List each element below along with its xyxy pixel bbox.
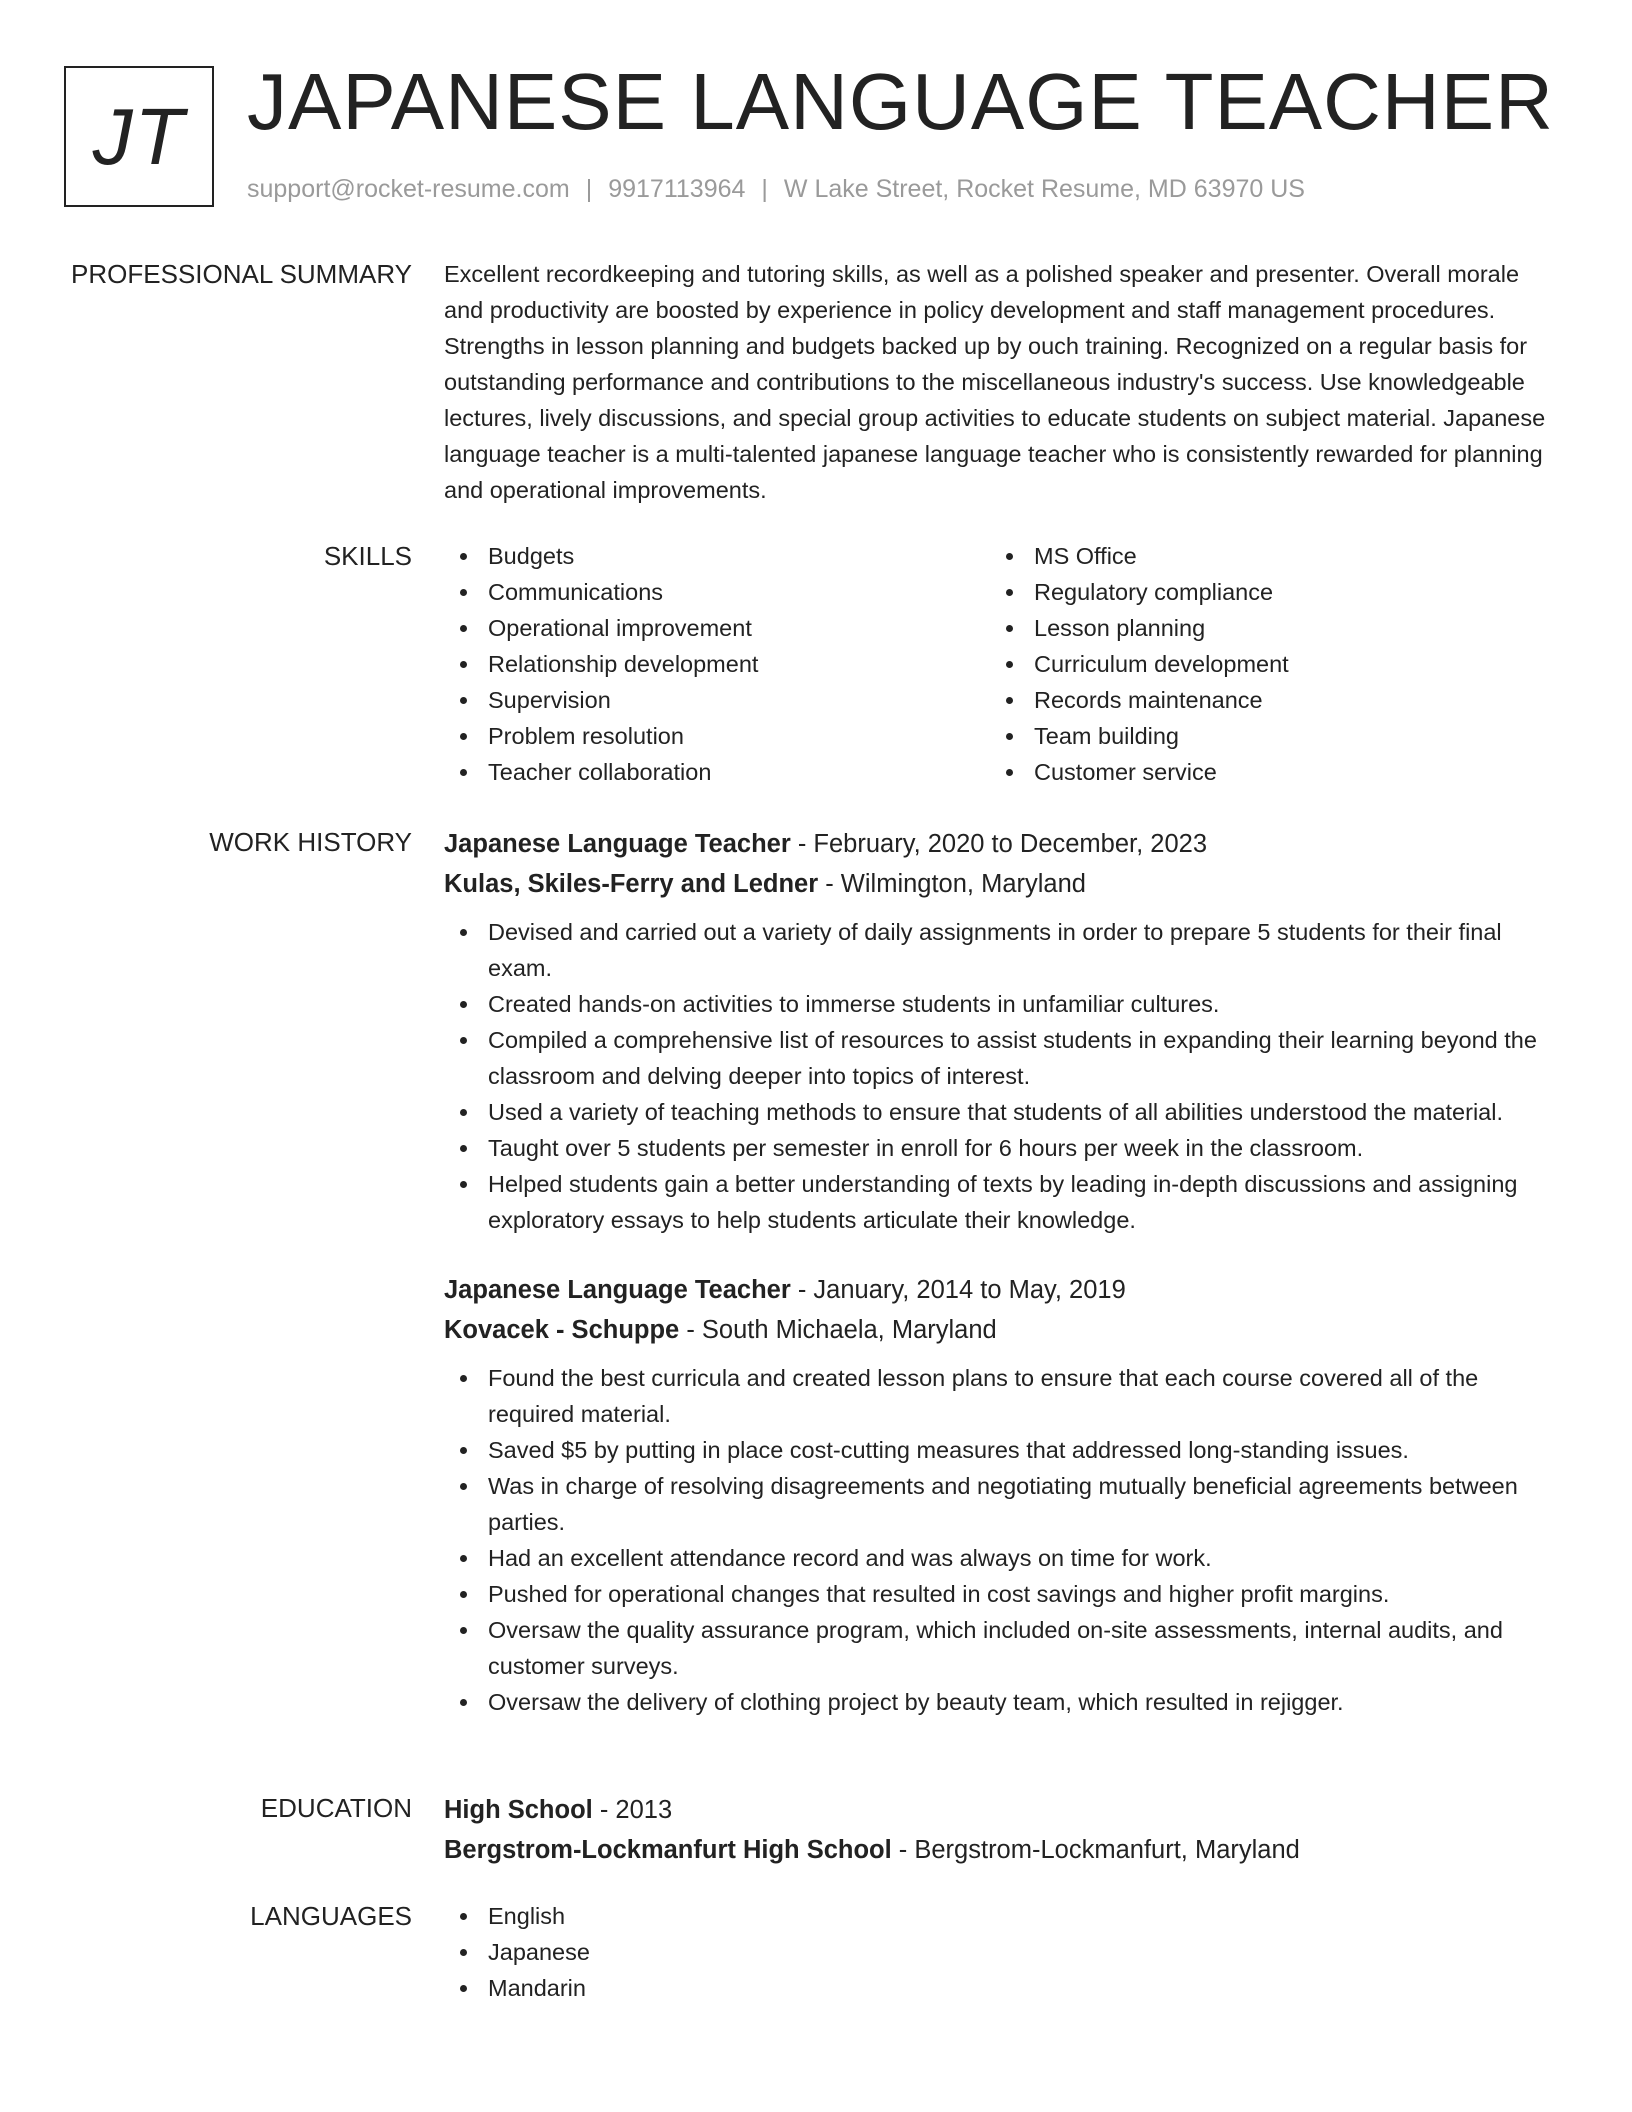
language-item: Mandarin xyxy=(444,1970,1556,2006)
language-item: Japanese xyxy=(444,1934,1556,1970)
job-title-line xyxy=(444,824,1556,864)
job-title: Japanese Language Teacher xyxy=(444,1276,791,1304)
resume-title: JAPANESE LANGUAGE TEACHER xyxy=(247,57,1554,146)
skill-item: Team building xyxy=(990,718,1536,754)
education-school: Bergstrom-Lockmanfurt High School xyxy=(444,1836,892,1864)
education-location: - Bergstrom-Lockmanfurt, Maryland xyxy=(891,1836,1300,1864)
job-bullet: Pushed for operational changes that resulted in cost savings and higher profit margins. xyxy=(444,1576,1556,1612)
summary-content xyxy=(444,256,1556,508)
job-entry xyxy=(444,824,1556,1238)
education-school-line xyxy=(444,1830,1556,1870)
education-degree: High School xyxy=(444,1796,593,1824)
monogram-badge: JT xyxy=(64,66,214,207)
education-year: - 2013 xyxy=(592,1796,673,1824)
skills-grid xyxy=(444,538,1556,790)
language-item: English xyxy=(444,1898,1556,1934)
skill-item: Lesson planning xyxy=(990,610,1536,646)
skill-item: Teacher collaboration xyxy=(444,754,990,790)
skills-list-right xyxy=(990,538,1536,790)
job-bullet: Oversaw the delivery of clothing project by beauty team, which resulted in rejigger. xyxy=(444,1684,1556,1720)
section-label-education: EDUCATION xyxy=(260,1793,412,1823)
skill-item: Communications xyxy=(444,574,990,610)
job-company: Kulas, Skiles-Ferry and Ledner xyxy=(444,870,819,898)
job-bullet: Oversaw the quality assurance program, which included on-site assessments, internal audits, and customer surveys. xyxy=(444,1612,1556,1684)
skill-item: Supervision xyxy=(444,682,990,718)
section-label-skills: SKILLS xyxy=(323,541,412,571)
skill-item: MS Office xyxy=(990,538,1536,574)
skill-item: Operational improvement xyxy=(444,610,990,646)
contact-separator: | xyxy=(761,175,768,203)
job-bullet: Taught over 5 students per semester in enroll for 6 hours per week in the classroom. xyxy=(444,1130,1556,1166)
contact-line xyxy=(247,172,1305,206)
job-company: Kovacek - Schuppe xyxy=(444,1316,680,1344)
contact-separator: | xyxy=(585,175,593,203)
job-company-line xyxy=(444,864,1556,904)
work-content xyxy=(444,824,1556,1720)
job-dates: - February, 2020 to December, 2023 xyxy=(790,830,1208,858)
job-bullet: Created hands-on activities to immerse students in unfamiliar cultures. xyxy=(444,986,1556,1022)
skill-item: Regulatory compliance xyxy=(990,574,1536,610)
contact-email[interactable]: support@rocket-resume.com xyxy=(247,175,570,203)
summary-text: Excellent recordkeeping and tutoring skills, as well as a polished speaker and presenter. Overall morale and productivity are boosted by experience in policy development and staff management procedures. Strengths in lesson planning and budgets backed up by ouch training. Recognized on a regular basis for outstanding performance and contributions to the miscellaneous industry's success. Use knowledgeable lectures, lively discussions, and special group activities to educate students on subject material. Japanese language teacher is a multi-talented japanese language teacher who is consistently rewarded for planning and operational improvements. xyxy=(444,261,1546,503)
skill-item: Relationship development xyxy=(444,646,990,682)
skill-item: Problem resolution xyxy=(444,718,990,754)
education-content xyxy=(444,1790,1556,1870)
job-bullet: Saved $5 by putting in place cost-cutting measures that addressed long-standing issues. xyxy=(444,1432,1556,1468)
job-bullet: Compiled a comprehensive list of resources to assist students in expanding their learning beyond the classroom and delving deeper into topics of interest. xyxy=(444,1022,1556,1094)
job-bullets xyxy=(444,914,1556,1238)
skill-item: Curriculum development xyxy=(990,646,1536,682)
languages-content xyxy=(444,1898,1556,2006)
section-label-languages: LANGUAGES xyxy=(250,1901,412,1931)
skill-item: Records maintenance xyxy=(990,682,1536,718)
section-label-work: WORK HISTORY xyxy=(209,827,412,857)
contact-phone[interactable]: 9917113964 xyxy=(608,175,746,203)
section-label-summary: PROFESSIONAL SUMMARY xyxy=(71,259,412,289)
job-location: - South Michaela, Maryland xyxy=(679,1316,997,1344)
job-bullet: Had an excellent attendance record and was always on time for work. xyxy=(444,1540,1556,1576)
job-entry xyxy=(444,1270,1556,1720)
job-location: - Wilmington, Maryland xyxy=(818,870,1086,898)
job-bullet: Used a variety of teaching methods to ensure that students of all abilities understood the material. xyxy=(444,1094,1556,1130)
job-bullets xyxy=(444,1360,1556,1720)
job-company-line xyxy=(444,1310,1556,1350)
languages-list xyxy=(444,1898,1556,2006)
job-dates: - January, 2014 to May, 2019 xyxy=(790,1276,1126,1304)
job-bullet: Helped students gain a better understanding of texts by leading in-depth discussions and assigning exploratory essays to help students articulate their knowledge. xyxy=(444,1166,1556,1238)
job-title-line xyxy=(444,1270,1556,1310)
skill-item: Budgets xyxy=(444,538,990,574)
job-bullet: Found the best curricula and created lesson plans to ensure that each course covered all of the required material. xyxy=(444,1360,1556,1432)
skill-item: Customer service xyxy=(990,754,1536,790)
job-bullet: Was in charge of resolving disagreements and negotiating mutually beneficial agreements between parties. xyxy=(444,1468,1556,1540)
job-bullet: Devised and carried out a variety of daily assignments in order to prepare 5 students for their final exam. xyxy=(444,914,1556,986)
contact-address: W Lake Street, Rocket Resume, MD 63970 US xyxy=(783,175,1305,203)
job-title: Japanese Language Teacher xyxy=(444,830,791,858)
skills-list-left xyxy=(444,538,990,790)
education-degree-line xyxy=(444,1790,1556,1830)
